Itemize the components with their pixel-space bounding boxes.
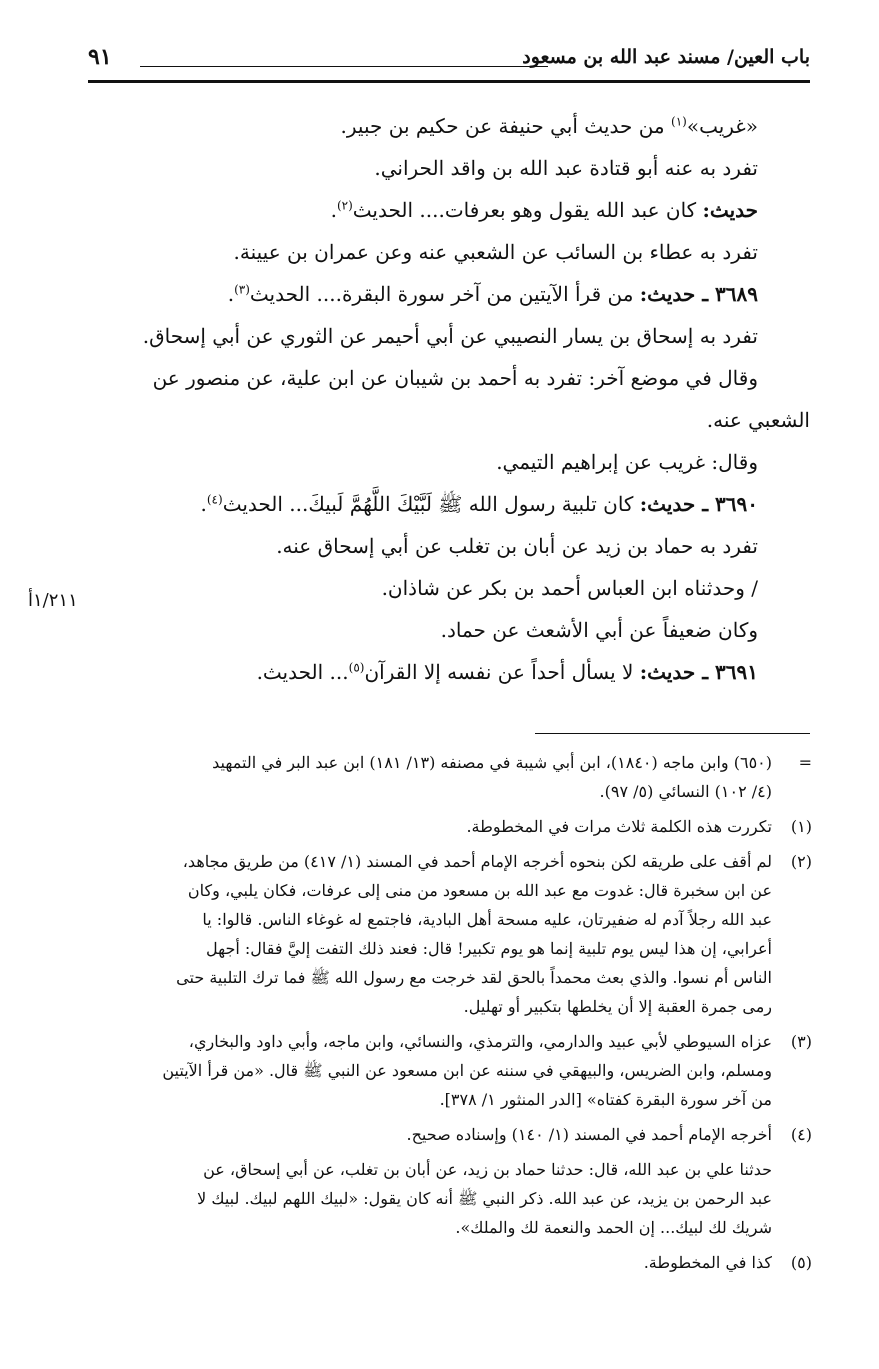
running-head: باب العين/ مسند عبد الله بن مسعود: [522, 46, 810, 68]
hadith-entry: ٣٦٩١ ـ حديث: لا يسأل أحداً عن نفسه إلا القرآن$^{(٥)}$... الحديث.: [256, 660, 758, 684]
footnote-4: (٤) أخرجه الإمام أحمد في المسند (١/ ١٤٠) وإسناده صحيح.: [406, 1125, 812, 1144]
footnote-ref: (٢): [336, 198, 353, 213]
footnote-3: (٣) عزاه السيوطي لأبي عبيد والدارمي، والترمذي، والنسائي، وابن ماجه، وأبي داود والبخاري، ومسلم، وابن الضريس، والبيهقي في سننه عن ابن مسعود عن النبي ﷺ قال. «من قرأ الآيتين من آخر سورة البقرة كفتاه» [الدر المنثور ١/ ٣٧٨].: [162, 1032, 812, 1109]
header-rule: [88, 80, 810, 83]
footnote-5: (٥) كذا في المخطوطة.: [643, 1253, 812, 1272]
main-text: [110, 105, 810, 693]
hadith-entry: حديث: كان عبد الله يقول وهو بعرفات.... الحديث$^{(٢)}$.: [330, 198, 758, 222]
page-number: ٩١: [88, 44, 112, 70]
text-line: تفرد به عطاء بن السائب عن الشعبي عنه وعن عمران بن عيينة.: [233, 240, 758, 264]
footnote-ref: (٥): [348, 660, 365, 675]
text-line: «غريب»$^{(١)}$ من حديث أبي حنيفة عن حكيم بن جبير.: [340, 114, 758, 138]
footnote-continued: = (٦٥٠) وابن ماجه (١٨٤٠)، ابن أبي شيبة في مصنفه (١٣/ ١٨١) ابن عبد البر في التمهيد (٤/ ١٠٢) النسائي (٥/ ٩٧).: [212, 753, 812, 801]
footnote-1: (١) تكررت هذه الكلمة ثلاث مرات في المخطوطة.: [466, 817, 812, 836]
hadith-entry: ٣٦٨٩ ـ حديث: من قرأ الآيتين من آخر سورة البقرة.... الحديث$^{(٣)}$.: [227, 282, 758, 306]
footnotes: [95, 748, 812, 1283]
footnote-2: (٢) لم أقف على طريقه لكن بنحوه أخرجه الإمام أحمد في المسند (١/ ٤١٧) من طريق مجاهد، عن ابن سخبرة قال: غدوت مع عبد الله بن مسعود من منى إلى عرفات، فكان يلبي، وكان عبد الله رجلاً آدم له ضفيرتان، عليه مسحة أهل البادية، فاجتمع له غوغاء الناس. قالوا: يا أعرابي، إن هذا ليس يوم تلبية إنما هو يوم تكبير! قال: فعند ذلك التفت إليَّ فقال: أجهل الناس أم نسوا. والذي بعث محمداً بالحق لقد خرجت مع رسول الله ﷺ فما ترك التلبية حتى رمى جمرة العقبة إلا أن يخلطها بتكبير أو تهليل.: [176, 852, 812, 1016]
text-line: تفرد به إسحاق بن يسار النصيبي عن أبي أحيمر عن الثوري عن أبي إسحاق.: [142, 324, 758, 348]
text-line: / وحدثناه ابن العباس أحمد بن بكر عن شاذان.: [381, 576, 758, 600]
footnote-separator: [535, 733, 810, 734]
page-header: [88, 40, 810, 80]
footnote-ref: (٤): [206, 492, 223, 507]
text-line: تفرد به عنه أبو قتادة عبد الله بن واقد الحراني.: [374, 156, 758, 180]
footnote-4-text: حدثنا علي بن عبد الله، قال: حدثنا حماد بن زيد، عن أبان بن تغلب، عن أبي إسحاق، عن عبد الرحمن بن يزيد، عن عبد الله. ذكر النبي ﷺ أنه كان يقول: «لبيك اللهم لبيك. لبيك لا شريك لك لبيك... إن الحمد والنعمة لك والملك».: [197, 1160, 772, 1237]
hadith-entry: ٣٦٩٠ ـ حديث: كان تلبية رسول الله ﷺ لَبَّيْكَ اللَّهُمَّ لَبيكَ... الحديث$^{(٤)}$.: [200, 492, 758, 516]
footnote-ref: (٣): [234, 282, 250, 297]
header-leader-line: [140, 66, 548, 67]
text-line: الشعبي عنه.: [706, 408, 810, 432]
text-line: وكان ضعيفاً عن أبي الأشعث عن حماد.: [440, 618, 758, 642]
manuscript-folio-note: ١/٢١١أ: [28, 590, 78, 611]
text-line: وقال: غريب عن إبراهيم التيمي.: [496, 450, 758, 474]
text-line: تفرد به حماد بن زيد عن أبان بن تغلب عن أبي إسحاق عنه.: [276, 534, 758, 558]
footnote-ref: (١): [671, 114, 687, 129]
text-line: وقال في موضع آخر: تفرد به أحمد بن شيبان عن ابن علية، عن منصور عن: [152, 366, 758, 390]
